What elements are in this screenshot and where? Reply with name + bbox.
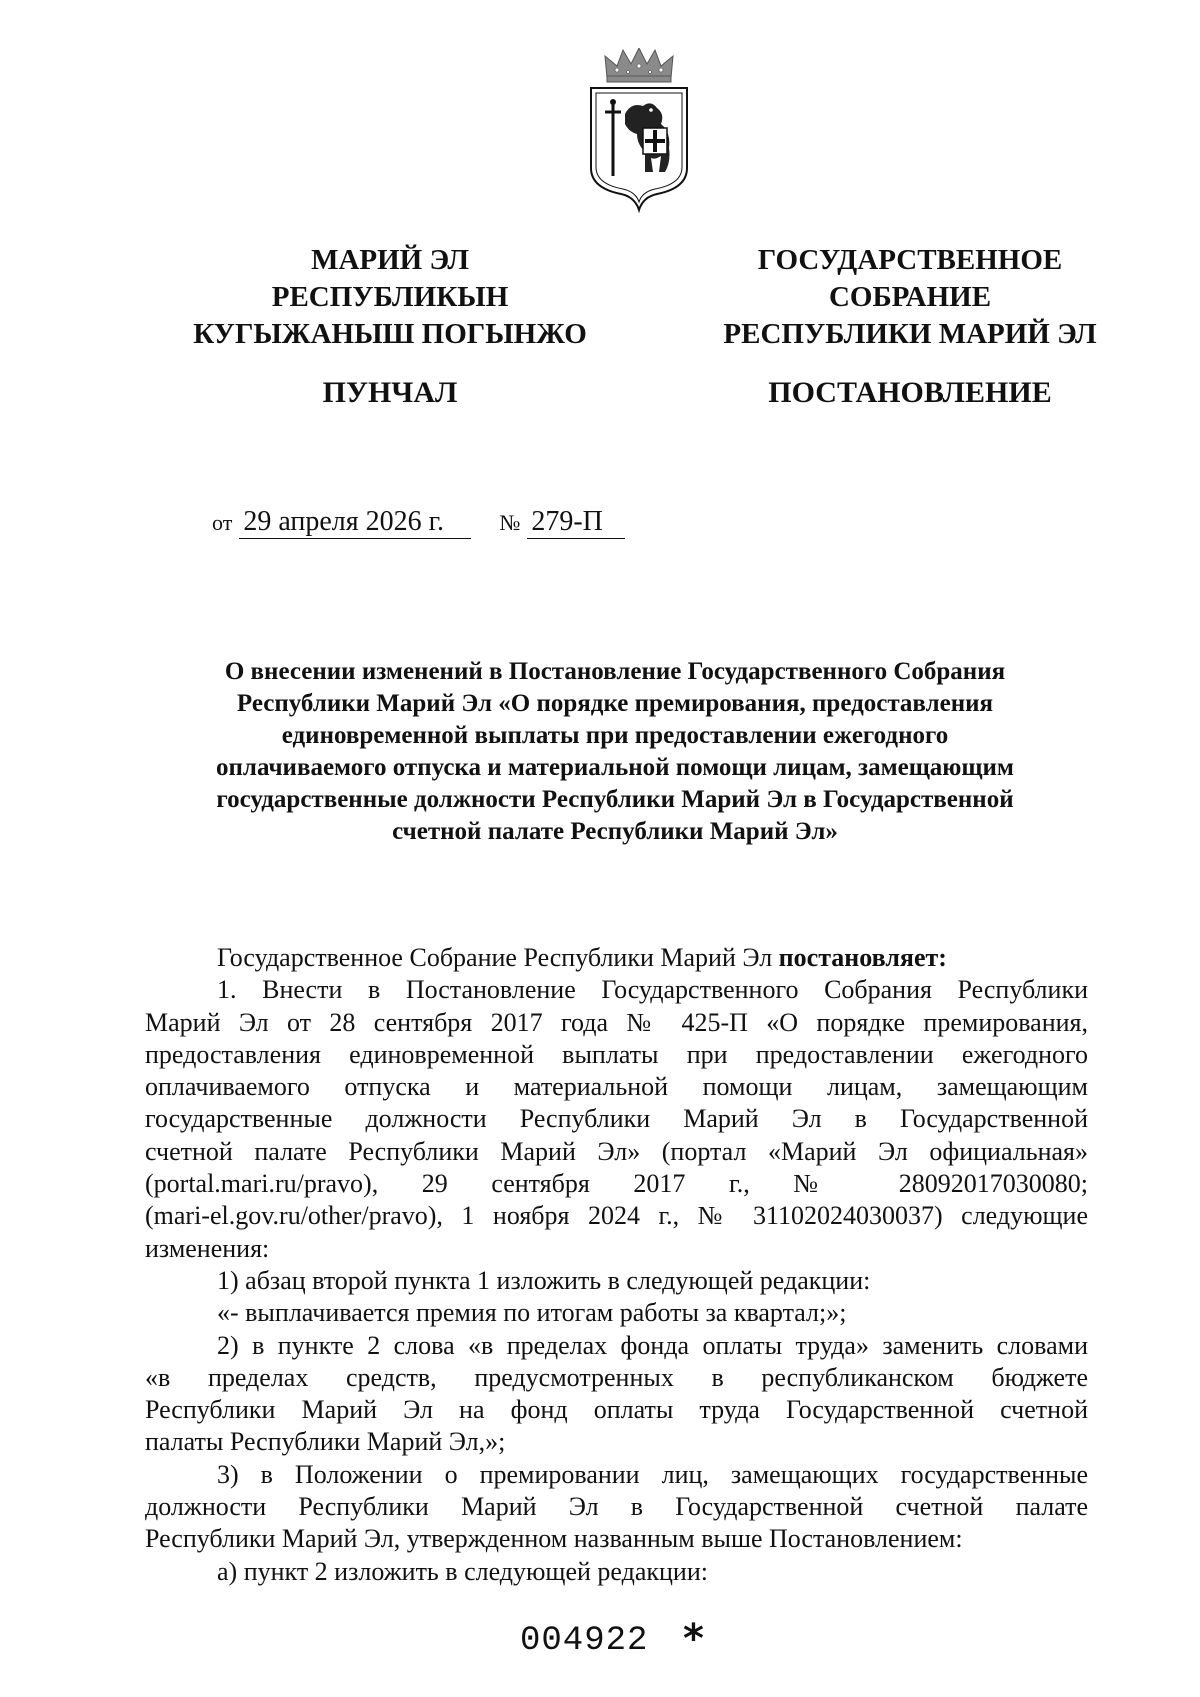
- body-line: (mari-el.gov.ru/other/pravo), 1 ноября 2024 г., № 31102024030037) следующие: [145, 1201, 1088, 1231]
- serial-mark: *: [683, 1616, 704, 1662]
- title-line: единовременной выплаты при предоставлении ежегодного: [281, 722, 949, 749]
- date-number-row: [212, 506, 625, 539]
- doc-type-mari: ПУНЧАЛ: [322, 376, 458, 409]
- body-line: изменения:: [145, 1233, 270, 1263]
- body-line: Республики Марий Эл, утвержденном названным выше Постановлением:: [145, 1524, 963, 1554]
- coat-of-arms-icon: [585, 48, 693, 213]
- title-line: О внесении изменений в Постановление Государственного Собрания: [224, 658, 1006, 685]
- intro-paragraph: [145, 942, 1088, 974]
- header-left-line: КУГЫЖАНЫШ ПОГЫНЖО: [193, 318, 587, 350]
- body-line: должности Республики Марий Эл в Государственной счетной палате: [145, 1492, 1088, 1522]
- body-line: Марий Эл от 28 сентября 2017 года № 425-П «О порядке премирования,: [145, 1007, 1088, 1037]
- body-line: 1. Внести в Постановление Государственного Собрания Республики: [217, 975, 1088, 1005]
- header-right-line: РЕСПУБЛИКИ МАРИЙ ЭЛ: [723, 318, 1097, 350]
- body-line: счетной палате Республики Марий Эл» (портал «Марий Эл официальная»: [145, 1136, 1088, 1166]
- body-line: (portal.mari.ru/pravo), 29 сентября 2017 г., № 28092017030080;: [145, 1169, 1088, 1199]
- intro-text: Государственное Собрание Республики Марий Эл: [217, 943, 779, 972]
- intro-bold: постановляет:: [778, 943, 947, 972]
- number-sign: №: [499, 510, 521, 535]
- header-right-line: ГОСУДАРСТВЕННОЕ: [757, 244, 1063, 276]
- title-line: оплачиваемого отпуска и материальной помощи лицам, замещающим: [216, 754, 1014, 781]
- body-line: палаты Республики Марий Эл,»;: [145, 1427, 506, 1457]
- document-body: [145, 942, 1088, 1588]
- doc-type-russian: ПОСТАНОВЛЕНИЕ: [768, 376, 1052, 409]
- header-right-block: [680, 242, 1140, 353]
- title-line: Республики Марий Эл «О порядке премирования, предоставления: [236, 690, 994, 717]
- header-right-line: СОБРАНИЕ: [828, 281, 992, 313]
- body-line: государственные должности Республики Марий Эл в Государственной: [145, 1104, 1088, 1134]
- title-line: государственные должности Республики Марий Эл в Государственной: [216, 786, 1014, 813]
- document-date: 29 апреля 2026 г.: [239, 506, 471, 539]
- body-line: Республики Марий Эл на фонд оплаты труда Государственной счетной: [145, 1395, 1088, 1425]
- body-line: а) пункт 2 изложить в следующей редакции:: [217, 1556, 708, 1586]
- body-line: «в пределах средств, предусмотренных в республиканском бюджете: [145, 1362, 1088, 1392]
- header-left-block: [160, 242, 620, 353]
- document-title: [150, 656, 1080, 848]
- body-line: «- выплачивается премия по итогам работы за квартал;»;: [217, 1298, 847, 1328]
- body-line: 2) в пункте 2 слова «в пределах фонда оплаты труда» заменить словами: [217, 1330, 1088, 1360]
- header-left-line: РЕСПУБЛИКЫН: [271, 281, 509, 313]
- header-left-line: МАРИЙ ЭЛ: [311, 244, 469, 276]
- title-line: счетной палате Республики Марий Эл»: [392, 818, 838, 845]
- body-line: 1) абзац второй пункта 1 изложить в следующей редакции:: [217, 1265, 871, 1295]
- body-line: предоставления единовременной выплаты при предоставлении ежегодного: [145, 1039, 1088, 1069]
- body-line: 3) в Положении о премировании лиц, замещающих государственные: [217, 1459, 1088, 1489]
- from-label: от: [212, 510, 233, 535]
- body-line: оплачиваемого отпуска и материальной помощи лицам, замещающим: [145, 1072, 1088, 1102]
- document-number: 279-П: [527, 506, 625, 539]
- serial-number: 004922: [520, 1622, 649, 1660]
